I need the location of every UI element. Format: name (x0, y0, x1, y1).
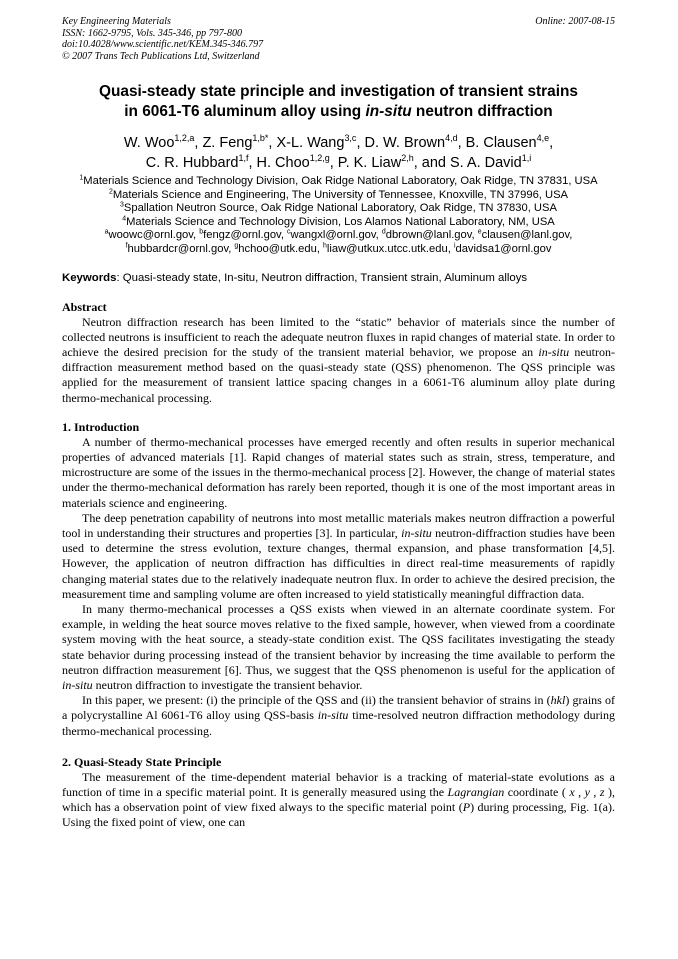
introduction-heading: 1. Introduction (62, 419, 140, 434)
author: C. R. Hubbard$^{1,f}$, (145, 152, 257, 171)
abstract-section (62, 300, 615, 406)
title-text: in 6061-T6 aluminum alloy using (124, 103, 366, 120)
online-date: Online: 2007-08-15 (535, 16, 615, 27)
qss-section (62, 755, 615, 831)
author-list (62, 134, 615, 173)
keywords-text: : Quasi-steady state, In-situ, Neutron diffraction, Transient strain, Aluminum alloys (116, 271, 528, 284)
title-emphasis: in-situ (365, 103, 412, 120)
author: H. Choo$^{1,2,g}$, (256, 152, 338, 171)
qss-paragraph: The measurement of the time-dependent material behavior is a tracking of material-state evolutions as a function of time in a specific material point. It is generally measured using the Lagrangian coordinate ( x , y , z ), which has a observation point of view fixed always to the specific material point (P) during processing, Fig. 1(a). Using the fixed point of view, one can (62, 769, 616, 830)
copyright-line: © 2007 Trans Tech Publications Ltd, Switzerland (62, 50, 260, 62)
keywords-label: Keywords (62, 271, 117, 284)
intro-paragraph: In this paper, we present: (i) the principle of the QSS and (ii) the transient behavior of strains in (hkl) grains of a polycrystalline Al 6061-T6 alloy using QSS-basis in-situ time-resolved neutron diffraction methodology during thermo-mechanical processing. (62, 693, 616, 738)
email: $^c$wangxl@ornl.gov, (287, 228, 382, 242)
author: P. K. Liaw$^{2,h}$, and (337, 152, 450, 171)
abstract-heading: Abstract (62, 299, 107, 314)
email: $^e$clausen@lanl.gov, (477, 228, 573, 242)
affiliation-4: $^4$Materials Science and Technology Division, Los Alamos National Laboratory, NM, USA (122, 215, 555, 228)
email: $^a$woowc@ornl.gov, (104, 228, 200, 242)
email: $^d$dbrown@lanl.gov, (381, 228, 478, 242)
affiliation-2: $^2$Materials Science and Engineering, The University of Tennessee, Knoxville, TN 37996, USA (108, 187, 569, 201)
author: W. Woo$^{1,2,a}$, (123, 133, 203, 151)
intro-paragraph: A number of thermo-mechanical processes have emerged recently and often results in superior mechanical properties of advanced materials [1]. Rapid changes of material states such as strain, stress, temperature, and microstructure are some of the issues in the thermo-mechanical process [2]. However, the change of material states under the thermo-mechanical deformation has rarely been reported, though it is one of the most important areas in materials science and engineering. (62, 434, 615, 510)
author: S. A. David$^{1,i}$ (449, 152, 532, 171)
author: X-L. Wang$^{3,c}$, (276, 133, 365, 151)
email: $^f$hubbardcr@ornl.gov, (125, 242, 235, 255)
journal-header (62, 16, 615, 62)
journal-name: Key Engineering Materials (62, 16, 171, 27)
email: $^b$fengz@ornl.gov, (199, 228, 288, 242)
intro-paragraph: The deep penetration capability of neutrons into most metallic materials makes neutron diffraction a powerful tool in understanding their structures and properties [3]. In particular, in-situ neutron-diffraction studies have been used to determine the stress evolution, texture changes, thermal expansion, and phase transformation [4,5]. However, the application of neutron diffraction has difficulties in direct real-time measurements of rapidly changing material states due to the relatively inadequate neutron flux. In order to achieve the desired precision, the measurement time and sampling volume are often increased to yield statistically meaningful diffraction data. (62, 510, 616, 601)
author: B. Clausen$^{4,e}$, (465, 133, 554, 151)
affiliation-1: $^1$Materials Science and Technology Division, Oak Ridge National Laboratory, Oak Ridge, TN 37831, USA (79, 174, 598, 187)
title-line-2 (62, 102, 615, 122)
issn-line: ISSN: 1662-9795, Vols. 345-346, pp 797-800 (62, 27, 242, 39)
doi-line: doi:10.4028/www.scientific.net/KEM.345-346.797 (62, 39, 264, 50)
email: $^g$hchoo@utk.edu, (234, 242, 324, 255)
paper-title (62, 82, 615, 122)
author: Z. Feng$^{1,b*}$, (202, 133, 277, 151)
introduction-section (62, 420, 615, 739)
email: $^h$liaw@utkux.utcc.utk.edu, (323, 242, 454, 255)
intro-paragraph: In many thermo-mechanical processes a QSS exists when viewed in an alternate coordinate system. For example, in welding the heat source moves relative to the fixed sample, however, when viewed from a coordinate system moving with the heat source, a steady-state condition exist. The QSS facilitates investigating the steady state behavior during processing instead of the transient behavior by increasing the time available to perform the neutron diffraction measurement [6]. Thus, we suggest that the QSS phenomenon is useful for the application of in-situ neutron diffraction to investigate the transient behavior. (62, 602, 615, 693)
author: D. W. Brown$^{4,d}$, (364, 133, 466, 151)
affiliations (62, 175, 615, 257)
title-line-1: Quasi-steady state principle and investigation of transient strains (99, 83, 578, 100)
title-text: neutron diffraction (411, 103, 553, 120)
qss-heading: 2. Quasi-Steady State Principle (62, 754, 222, 769)
email: $^i$davidsa1@ornl.gov (453, 242, 552, 255)
abstract-paragraph: Neutron diffraction research has been limited to the “static” behavior of materials since the number of collected neutrons is insufficient to reach the adequate neutron fluxes in rapid changes of material state. In order to achieve the desired precision for the study of the transient material behavior, we propose an in-situ neutron-diffraction measurement method based on the quasi-steady state (QSS) phenomenon. The QSS principle was applied for the measurement of transient lattice spacing changes in a 6061-T6 aluminum alloy plate during thermo-mechanical processing. (62, 314, 615, 405)
affiliation-3: $^3$Spallation Neutron Source, Oak Ridge National Laboratory, Oak Ridge, TN 37830, USA (120, 201, 557, 215)
keywords (62, 271, 615, 285)
email-list (62, 229, 615, 256)
